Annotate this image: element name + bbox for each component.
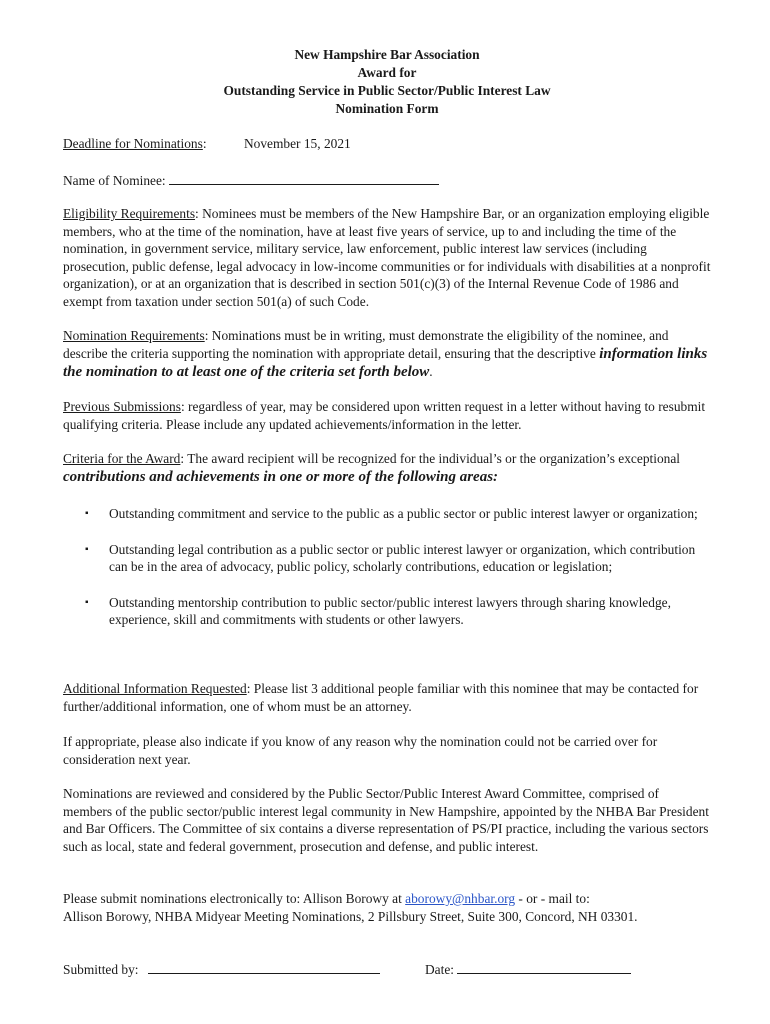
bullet-icon: ▪ bbox=[85, 543, 89, 555]
deadline-label: Deadline for Nominations bbox=[63, 136, 203, 151]
date-field[interactable] bbox=[457, 959, 631, 974]
date-label: Date: bbox=[425, 962, 454, 977]
criteria-item bbox=[63, 594, 711, 629]
previous-submissions-paragraph bbox=[63, 398, 711, 433]
form-header bbox=[63, 46, 711, 118]
org-name: New Hampshire Bar Association bbox=[294, 47, 480, 62]
criteria-item bbox=[63, 541, 711, 576]
eligibility-paragraph bbox=[63, 205, 711, 311]
eligibility-text: : Nominees must be members of the New Hampshire Bar, or an organization employing eligible members, who at the time of the nomination, have at least five years of service, up to and including the time of the nomination, in government service, military service, law enforcement, public interest law services (including prosecution, public defense, legal advocacy in low-income communities or for individuals with disabilities at a nonprofit organization), or at an organization that is described in section 501(c)(3) of the Internal Revenue Code of 1986 and exempt from taxation under section 501(a) of such Code. bbox=[63, 206, 711, 309]
nomination-requirements-end: . bbox=[429, 364, 433, 380]
nomination-requirements-text: : Nominations must be in writing, must demonstrate the eligibility of the nominee, and describe the criteria supporting the nomination with appropriate detail, ensuring that the descriptive bbox=[63, 328, 669, 361]
award-title: Outstanding Service in Public Sector/Public Interest Law bbox=[223, 83, 551, 98]
submitted-by-field[interactable] bbox=[148, 959, 380, 974]
date-group bbox=[425, 959, 631, 979]
carry-over-paragraph: If appropriate, please also indicate if you know of any reason why the nomination could not be carried over for consideration next year. bbox=[63, 734, 658, 767]
criteria-paragraph bbox=[63, 450, 711, 486]
criteria-item bbox=[63, 505, 711, 523]
email-link[interactable]: aborowy@nhbar.org bbox=[405, 891, 516, 906]
nomination-requirements-emphasis: information links the nomination to at least one of the criteria set forth below bbox=[63, 345, 708, 381]
criteria-text: : The award recipient will be recognized for the individual’s or the organization’s exceptional bbox=[180, 451, 681, 466]
previous-submissions-heading: Previous Submissions bbox=[63, 399, 181, 414]
nomination-form-page bbox=[63, 46, 711, 977]
criteria-heading: Criteria for the Award bbox=[63, 451, 181, 466]
bullet-icon: ▪ bbox=[85, 596, 89, 608]
signature-row bbox=[63, 959, 711, 979]
bullet-icon: ▪ bbox=[85, 508, 89, 519]
submission-middle: - or - mail to: bbox=[515, 891, 590, 906]
deadline-value: November 15, 2021 bbox=[244, 136, 351, 151]
eligibility-heading: Eligibility Requirements bbox=[63, 206, 196, 221]
criteria-emphasis: contributions and achievements in one or more of the following areas: bbox=[63, 468, 499, 485]
form-title: Nomination Form bbox=[335, 101, 439, 116]
mailing-address: Allison Borowy, NHBA Midyear Meeting Nominations, 2 Pillsbury Street, Suite 300, Concord, NH 03301. bbox=[63, 908, 638, 924]
additional-info-text: : Please list 3 additional people familiar with this nominee that may be contacted for further/additional information, one of whom must be an attorney. bbox=[63, 681, 699, 714]
criteria-item-text: Outstanding legal contribution as a public sector or public interest lawyer or organization, which contribution can be in the area of advocacy, public policy, scholarly contributions, education or legislation; bbox=[109, 541, 696, 575]
deadline-row bbox=[63, 135, 351, 153]
criteria-item-text: Outstanding commitment and service to the public as a public sector or public interest lawyer or organization; bbox=[109, 506, 698, 521]
additional-info-heading: Additional Information Requested bbox=[63, 681, 247, 696]
criteria-list bbox=[63, 505, 711, 629]
committee-paragraph: Nominations are reviewed and considered by the Public Sector/Public Interest Award Committee, comprised of members of the public sector/public interest legal community in New Hampshire, appointed by the NHBA Bar President and Bar Officers. The Committee of six contains a diverse representation of PS/PI practice, including the various sectors such as local, state and federal government, prosecution and defense, and public interest. bbox=[63, 786, 709, 854]
submission-paragraph bbox=[63, 890, 723, 925]
criteria-item-text: Outstanding mentorship contribution to public sector/public interest lawyers through sharing knowledge, experience, skill and commitments with students or other lawyers. bbox=[109, 594, 671, 628]
submission-prefix: Please submit nominations electronically to: Allison Borowy at bbox=[63, 891, 406, 906]
nomination-requirements-heading: Nomination Requirements bbox=[63, 328, 205, 343]
submitted-by-label: Submitted by: bbox=[63, 962, 139, 977]
deadline-colon: : bbox=[202, 136, 207, 151]
previous-submissions-text: : regardless of year, may be considered upon written request in a letter without having to resubmit qualifying criteria. Please include any updated achievements/information in the letter. bbox=[63, 399, 706, 432]
nomination-requirements-paragraph bbox=[63, 327, 711, 382]
award-for: Award for bbox=[357, 65, 417, 80]
nominee-label: Name of Nominee: bbox=[63, 173, 166, 188]
additional-info-paragraph bbox=[63, 680, 711, 715]
nominee-row bbox=[63, 170, 439, 190]
nominee-name-field[interactable] bbox=[169, 170, 439, 185]
